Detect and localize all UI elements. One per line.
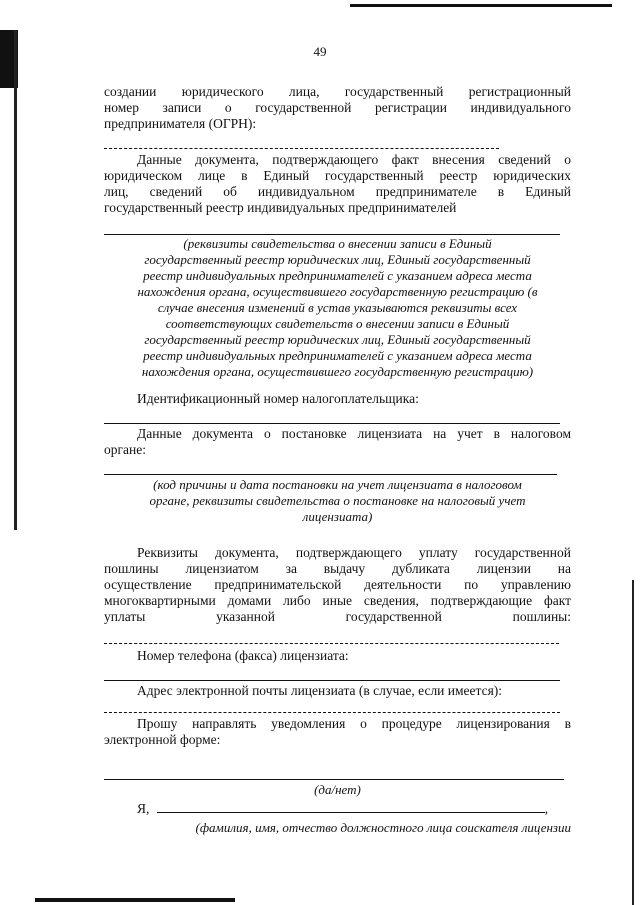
note-line: (код причины и дата постановки на учет лицензиата в налоговом [153, 477, 522, 492]
note-line: (да/нет) [314, 782, 361, 797]
i-suffix: , [544, 801, 549, 816]
email-fill-line [104, 712, 560, 713]
paragraph-tax-registration [104, 426, 571, 458]
text-line: пошлины лицензиатом за выдачу дубликата лицензии на [104, 561, 571, 576]
email-label: Адрес электронной почты лицензиата (в случае, если имеется): [137, 683, 503, 698]
i-prefix: Я, [137, 801, 150, 816]
scan-artifact-right-line [632, 580, 634, 905]
paragraph-electronic-notice [104, 716, 571, 748]
email-label-block [104, 683, 571, 699]
text-line: лиц, сведений об индивидуальном предпринимателе в Единый [104, 184, 571, 199]
text-line: номер записи о государственной регистрации индивидуального [104, 100, 571, 115]
page-number: 49 [313, 44, 327, 59]
registry-fill-line [104, 234, 560, 235]
note-line: нахождения органа, осуществившего государственную регистрацию) [141, 364, 534, 379]
paragraph-registry-data [104, 152, 571, 216]
text-line: Данные документа, подтверждающего факт внесения сведений о [137, 152, 571, 167]
note-registry-details [104, 236, 571, 380]
text-line: уплаты указанной государственной пошлины: [104, 609, 571, 624]
note-tax-details [104, 477, 571, 525]
note-line: государственный реестр юридических лиц, Единый государственный [144, 252, 531, 267]
inn-label: Идентификационный номер налогоплательщика: [137, 391, 419, 406]
scan-artifact-bottom-bar [35, 898, 235, 902]
paragraph-ogrn [104, 84, 571, 132]
text-line: государственный реестр индивидуальных предпринимателей [104, 200, 457, 215]
note-line: государственный реестр юридических лиц, Единый государственный [144, 332, 531, 347]
signer-line-block [104, 801, 571, 817]
yes-no-fill-line [104, 779, 564, 780]
text-line: предпринимателя (ОГРН): [104, 116, 257, 131]
text-line: Реквизиты документа, подтверждающего уплату государственной [137, 545, 571, 560]
note-line: реестр индивидуальных предпринимателей с указанием адреса места [143, 268, 532, 283]
phone-label-block [104, 648, 571, 664]
signer-fill-line [157, 802, 545, 813]
inn-label-block [104, 391, 571, 407]
ogrn-fill-line [104, 148, 499, 149]
text-line: Прошу направлять уведомления о процедуре лицензирования в [137, 716, 571, 731]
note-signer-name [104, 820, 571, 836]
paragraph-state-fee [104, 545, 571, 625]
note-line: органе, реквизиты свидетельства о постановке на налоговый учет [149, 493, 526, 508]
phone-fill-line [104, 680, 560, 681]
text-line: органе: [104, 442, 146, 457]
note-line: случае внесения изменений в устав указываются реквизиты всех [157, 300, 518, 315]
note-line: соответствующих свидетельств о внесении записи в Единый [165, 316, 510, 331]
note-line: (фамилия, имя, отчество должностного лица соискателя лицензии [195, 820, 571, 835]
scan-artifact-left-line [14, 30, 17, 530]
note-yes-no [104, 782, 571, 798]
note-line: (реквизиты свидетельства о внесении записи в Единый [183, 236, 492, 251]
scan-artifact-top-bar [350, 4, 612, 7]
text-line: создании юридического лица, государственный регистрационный [104, 84, 571, 99]
tax-fill-line [104, 474, 557, 475]
text-line: электронной форме: [104, 732, 221, 747]
text-line: осуществление предпринимательской деятельности по управлению [104, 577, 571, 592]
note-line: лицензиата) [302, 509, 373, 524]
note-line: нахождения органа, осуществившего государственную регистрацию (в [137, 284, 538, 299]
text-line: юридическом лице в Единый государственный реестр юридических [104, 168, 571, 183]
inn-fill-line [104, 423, 560, 424]
text-line: Данные документа о постановке лицензиата на учет в налоговом [137, 426, 571, 441]
note-line: реестр индивидуальных предпринимателей с указанием адреса места [143, 348, 532, 363]
phone-label: Номер телефона (факса) лицензиата: [137, 648, 349, 663]
fee-fill-line [104, 643, 559, 644]
text-line: многоквартирными домами либо иные сведения, подтверждающие факт [104, 593, 571, 608]
